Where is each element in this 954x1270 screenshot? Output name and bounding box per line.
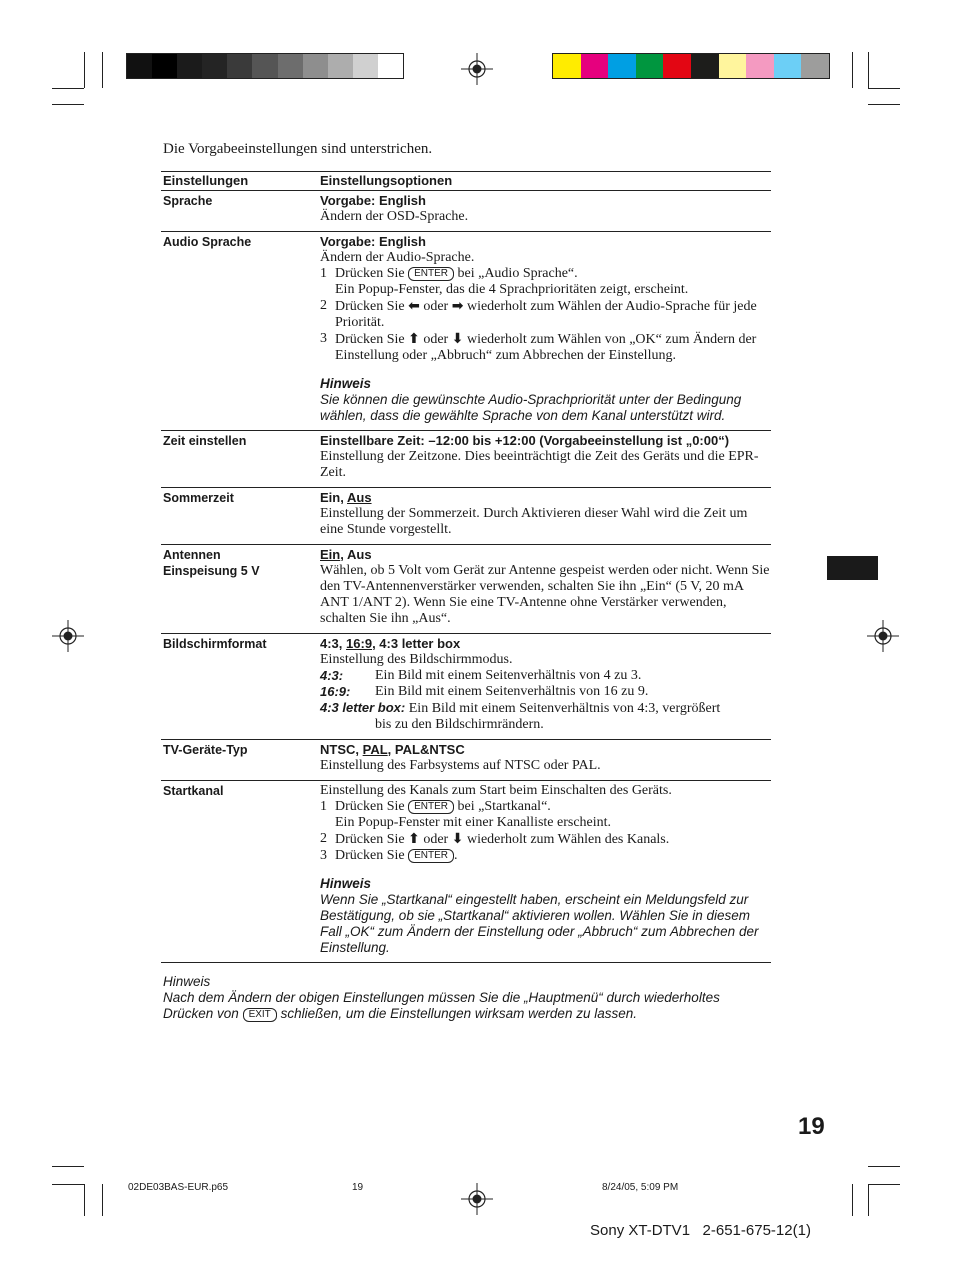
- default-option: Aus: [346, 490, 372, 505]
- color-swatch: [127, 54, 152, 78]
- table-row: [161, 545, 771, 634]
- color-swatch: [746, 54, 774, 78]
- format-term: 4:3: Ein Bild mit einem Seitenverhältnis von 4 zu 3.: [320, 668, 642, 683]
- setting-options: Vorgabe: English: [320, 193, 426, 208]
- crop-mark: [868, 88, 900, 89]
- note-text: Sie können die gewünschte Audio-Sprachpriorität unter der Bedingung wählen, dass die gewählte Sprache von dem Kanal unterstützt wird.: [320, 392, 742, 423]
- arrow-right-icon: ➡: [451, 298, 464, 314]
- exit-button-icon: EXIT: [243, 1008, 277, 1022]
- setting-options: Ein, Aus: [320, 547, 372, 562]
- step-detail: Ein Popup-Fenster mit einer Kanalliste erscheint.: [335, 815, 612, 830]
- page-number: 19: [798, 1113, 825, 1140]
- model-code: Sony XT-DTV1 2-651-675-12(1): [590, 1222, 811, 1239]
- setting-description: Einstellung der Zeitzone. Dies beeinträchtigt die Zeit des Geräts und die EPR-Zeit.: [320, 449, 759, 480]
- color-swatch: [152, 54, 177, 78]
- color-swatch: [636, 54, 664, 78]
- crop-mark: [52, 1184, 84, 1185]
- color-swatch: [353, 54, 378, 78]
- step-item: 2 Drücken Sie ⬅ oder ➡ wiederholt zum Wählen der Audio-Sprache für jede Priorität.: [320, 298, 757, 330]
- settings-table: [161, 171, 771, 963]
- setting-description: Ändern der Audio-Sprache.: [320, 250, 475, 265]
- arrow-down-icon: ⬇: [451, 831, 464, 847]
- enter-button-icon: ENTER: [408, 267, 454, 281]
- enter-button-icon: ENTER: [408, 800, 454, 814]
- color-bar: [552, 53, 830, 79]
- setting-name: Sprache: [161, 191, 318, 232]
- color-swatch: [303, 54, 328, 78]
- step-item: 3 Drücken Sie ENTER .: [320, 848, 458, 863]
- crop-mark: [102, 1184, 103, 1216]
- setting-name: TV-Geräte-Typ: [161, 740, 318, 781]
- color-swatch: [177, 54, 202, 78]
- setting-name: Antennen Einspeisung 5 V: [161, 545, 318, 634]
- table-row: [161, 740, 771, 781]
- format-term: 16:9: Ein Bild mit einem Seitenverhältnis von 16 zu 9.: [320, 684, 649, 699]
- crop-mark: [868, 104, 900, 105]
- setting-description: Einstellung des Kanals zum Start beim Einschalten des Geräts.: [320, 783, 672, 798]
- slug-date: 8/24/05, 5:09 PM: [602, 1182, 679, 1193]
- setting-description: Wählen, ob 5 Volt vom Gerät zur Antenne gespeist werden oder nicht. Wenn Sie den TV-Antennenverstärker verwenden, schalten Sie ihn „Ein“ (5 V, 20 mA ANT 1/ANT 2). Wenn Sie eine TV-Antenne ohne Verstärker verwenden, schalten Sie ihn „Aus“.: [320, 563, 770, 626]
- default-option: Ein: [320, 547, 341, 562]
- table-row: [161, 488, 771, 545]
- crop-mark: [852, 1184, 853, 1216]
- crop-mark: [868, 52, 869, 88]
- table-row: [161, 232, 771, 431]
- default-option: PAL: [362, 742, 388, 757]
- color-swatch: [378, 54, 403, 78]
- slug-page: 19: [352, 1182, 364, 1193]
- setting-options: Einstellbare Zeit: –12:00 bis +12:00 (Vorgabeeinstellung ist „0:00“): [320, 433, 730, 448]
- setting-description: Einstellung des Bildschirmmodus.: [320, 652, 513, 667]
- crop-mark: [52, 88, 84, 89]
- crop-mark: [84, 1184, 85, 1216]
- color-swatch: [691, 54, 719, 78]
- crop-mark: [84, 52, 85, 88]
- color-swatch: [202, 54, 227, 78]
- color-swatch: [252, 54, 277, 78]
- color-swatch: [227, 54, 252, 78]
- table-row: [161, 431, 771, 488]
- color-swatch: [278, 54, 303, 78]
- setting-options: Vorgabe: English: [320, 234, 426, 249]
- step-item: 2 Drücken Sie ⬆ oder ⬇ wiederholt zum Wählen des Kanals.: [320, 831, 670, 847]
- setting-name: Bildschirmformat: [161, 634, 318, 740]
- step-item: 1 Drücken Sie ENTER bei „Startkanal“.: [320, 799, 551, 814]
- setting-description: Ändern der OSD-Sprache.: [320, 209, 469, 224]
- enter-button-icon: ENTER: [408, 849, 454, 863]
- crop-mark: [52, 1166, 84, 1167]
- footnote: Hinweis Nach dem Ändern der obigen Einstellungen müssen Sie die „Hauptmenü“ durch wiederholtes Drücken von EXIT schließen, um die Einstellungen wirksam werden zu lassen.: [163, 974, 763, 1022]
- color-swatch: [581, 54, 609, 78]
- step-detail: Ein Popup-Fenster, das die 4 Sprachprioritäten zeigt, erscheint.: [335, 282, 689, 297]
- color-swatch: [719, 54, 747, 78]
- setting-description: Einstellung der Sommerzeit. Durch Aktivieren dieser Wahl wird die Zeit um eine Stunde vorgestellt.: [320, 506, 748, 537]
- color-swatch: [774, 54, 802, 78]
- step-item: 3 Drücken Sie ⬆ oder ⬇ wiederholt zum Wählen von „OK“ zum Ändern der Einstellung oder „Abbruch“ zum Abbrechen der Einstellung.: [320, 331, 757, 363]
- color-swatch: [663, 54, 691, 78]
- column-header-options: Einstellungsoptionen: [318, 172, 771, 191]
- setting-name: Sommerzeit: [161, 488, 318, 545]
- setting-options: Ein, Aus: [320, 490, 372, 505]
- grayscale-bar: [126, 53, 404, 79]
- color-swatch: [553, 54, 581, 78]
- crop-mark: [868, 1184, 869, 1216]
- note-heading: Hinweis: [320, 376, 372, 391]
- crop-mark: [868, 1184, 900, 1185]
- registration-mark-icon: [866, 619, 900, 653]
- color-swatch: [328, 54, 353, 78]
- arrow-up-icon: ⬆: [408, 831, 420, 847]
- step-item: 1 Drücken Sie ENTER bei „Audio Sprache“.: [320, 266, 578, 281]
- color-swatch: [801, 54, 829, 78]
- setting-name: Zeit einstellen: [161, 431, 318, 488]
- crop-mark: [868, 1166, 900, 1167]
- setting-description: Einstellung des Farbsystems auf NTSC oder PAL.: [320, 758, 601, 773]
- slug-file: 02DE03BAS-EUR.p65: [128, 1182, 229, 1193]
- setting-name: Audio Sprache: [161, 232, 318, 431]
- table-row: Bildschirmformat 4:3, 16:9, 4:3 letter box Einstellung des Bildschirmmodus. 4:3: Ein Bild mit einem Seitenverhältnis von 4 zu 3. 16:9: Ein Bild mit einem Seitenverhältnis von 16 zu 9. 4:3 letter box: Ein Bild mit einem Seitenverhältnis von 4:3, vergrößert bis zu den Bildschirmrändern.: [161, 634, 771, 740]
- arrow-up-icon: ⬆: [408, 331, 420, 347]
- table-row: [161, 781, 771, 963]
- crop-mark: [102, 52, 103, 88]
- registration-mark-icon: [460, 52, 494, 86]
- section-tab: [827, 556, 878, 580]
- format-term: 4:3 letter box: Ein Bild mit einem Seitenverhältnis von 4:3, vergrößert: [320, 700, 721, 716]
- arrow-left-icon: ⬅: [408, 298, 420, 314]
- color-swatch: [608, 54, 636, 78]
- arrow-down-icon: ⬇: [451, 331, 464, 347]
- registration-mark-icon: [51, 619, 85, 653]
- note-text: Wenn Sie „Startkanal“ eingestellt haben, erscheint ein Meldungsfeld zur Bestätigung, ob sie „Startkanal“ aktivieren wollen. Wählen Sie in diesem Fall „OK“ zum Ändern der Einstellung oder „Abbruch“ zum Abbrechen der Einstellung.: [320, 892, 759, 955]
- crop-mark: [52, 104, 84, 105]
- setting-name: Startkanal: [161, 781, 318, 963]
- intro-text: Die Vorgabeeinstellungen sind unterstrichen.: [163, 141, 433, 157]
- setting-options: 4:3, 16:9, 4:3 letter box: [320, 636, 461, 651]
- footnote-heading: Hinweis: [163, 974, 211, 989]
- column-header-settings: Einstellungen: [161, 172, 318, 191]
- setting-options: NTSC, PAL, PAL&NTSC: [320, 742, 465, 757]
- table-row: [161, 191, 771, 232]
- note-heading: Hinweis: [320, 876, 372, 891]
- registration-mark-icon: [460, 1182, 494, 1216]
- crop-mark: [852, 52, 853, 88]
- default-option: 16:9: [346, 636, 373, 651]
